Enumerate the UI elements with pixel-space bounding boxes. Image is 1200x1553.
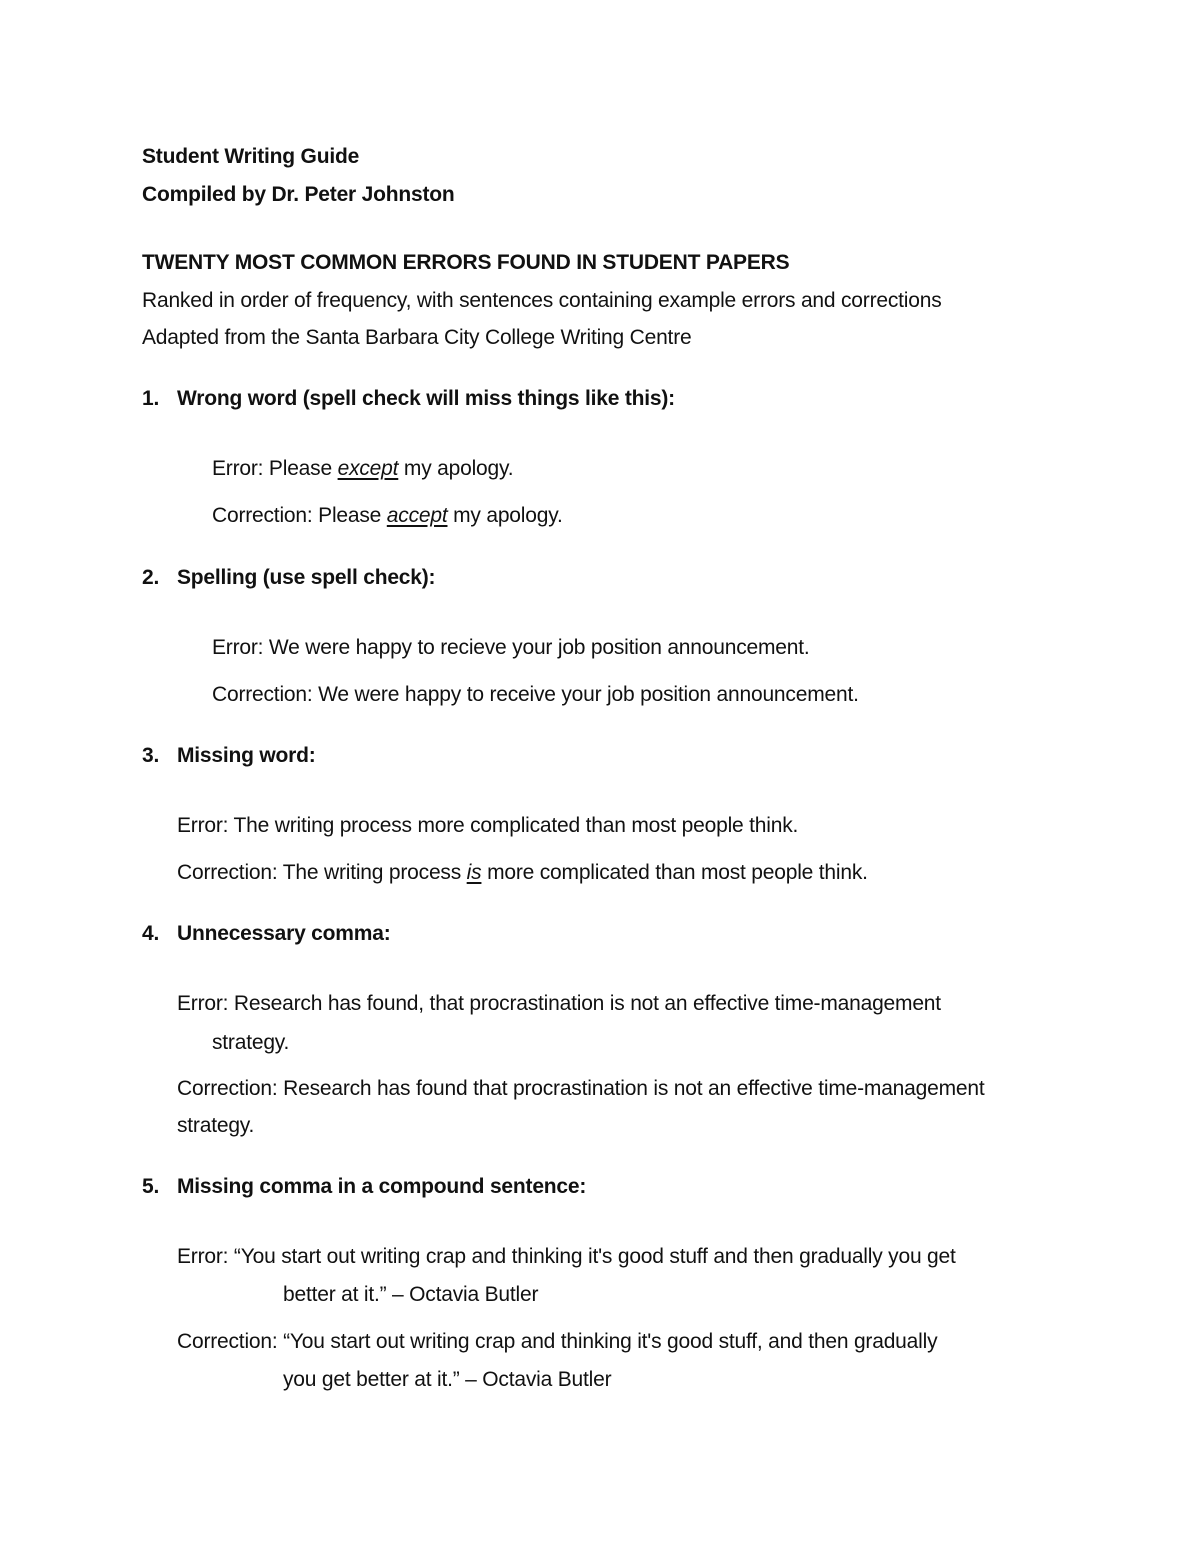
correction-text: my apology.	[447, 504, 563, 527]
correction-example: Correction: We were happy to receive your job position announcement.	[212, 683, 859, 706]
section-heading: TWENTY MOST COMMON ERRORS FOUND IN STUDENT PAPERS	[142, 251, 790, 274]
item-title: Missing comma in a compound sentence:	[177, 1175, 587, 1198]
item-heading	[142, 385, 675, 413]
correction-text: Correction: Please	[212, 504, 387, 527]
correction-text: more complicated than most people think.	[481, 861, 868, 884]
item-heading	[142, 564, 435, 592]
correction-example-line: you get better at it.” – Octavia Butler	[283, 1368, 612, 1391]
correction-example-line: strategy.	[177, 1114, 255, 1137]
item-number: 2.	[142, 566, 160, 589]
document-title: Student Writing Guide	[142, 145, 360, 168]
correction-highlight: accept	[386, 504, 448, 527]
item-title: Spelling (use spell check):	[177, 566, 436, 589]
error-example-line: strategy.	[212, 1031, 290, 1054]
error-example: Error: We were happy to recieve your job position announcement.	[212, 636, 810, 659]
section-source: Adapted from the Santa Barbara City College Writing Centre	[142, 326, 692, 349]
error-example-line: Error: Research has found, that procrastination is not an effective time-management	[177, 992, 941, 1015]
item-heading	[142, 920, 391, 948]
error-example: Error: The writing process more complicated than most people think.	[177, 814, 799, 837]
document-compiler: Compiled by Dr. Peter Johnston	[142, 183, 455, 206]
item-number: 3.	[142, 744, 160, 767]
error-text: my apology.	[398, 457, 514, 480]
error-example-line: better at it.” – Octavia Butler	[283, 1283, 539, 1306]
item-number: 5.	[142, 1175, 160, 1198]
item-number: 4.	[142, 922, 160, 945]
correction-example-line: Correction: “You start out writing crap and thinking it's good stuff, and then gradually	[177, 1330, 938, 1353]
item-heading	[142, 1173, 586, 1201]
correction-example	[177, 859, 868, 887]
item-title: Wrong word (spell check will miss things like this):	[177, 387, 675, 410]
item-title: Missing word:	[177, 744, 316, 767]
item-heading	[142, 742, 316, 770]
error-text: Error: Please	[212, 457, 338, 480]
correction-highlight: is	[466, 861, 482, 884]
correction-text: Correction: The writing process	[177, 861, 467, 884]
item-number: 1.	[142, 387, 160, 410]
error-example-line: Error: “You start out writing crap and thinking it's good stuff and then gradually you get	[177, 1245, 956, 1268]
correction-example	[212, 502, 563, 530]
section-subtitle: Ranked in order of frequency, with sentences containing example errors and corrections	[142, 289, 942, 312]
error-example	[212, 455, 513, 483]
item-title: Unnecessary comma:	[177, 922, 391, 945]
error-highlight: except	[337, 457, 399, 480]
correction-example-line: Correction: Research has found that procrastination is not an effective time-management	[177, 1077, 985, 1100]
